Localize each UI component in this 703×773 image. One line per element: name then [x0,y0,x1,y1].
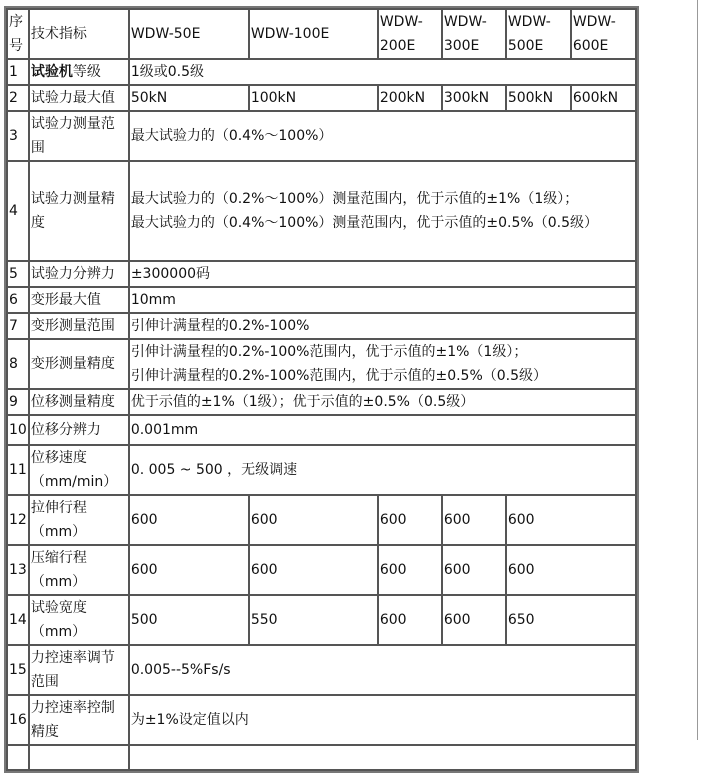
row-value: 1级或0.5级 [129,59,636,85]
row-value: 0.005--5%Fs/s [129,645,636,695]
row-value: 200kN [378,85,442,111]
row-value: 10mm [129,287,636,313]
row-value: 650 [506,595,636,645]
row-value: 500kN [506,85,571,111]
row-number: 15 [7,645,29,695]
row-number: 14 [7,595,29,645]
table-row [7,415,636,445]
row-number: 9 [7,389,29,415]
row-number: 13 [7,545,29,595]
row-value: 550 [249,595,378,645]
row-number: 10 [7,415,29,445]
table-row [7,595,636,645]
header-row [7,9,636,59]
header-cell: 技术指标 [29,9,129,59]
row-label: 力控速率调节范围 [29,645,129,695]
row-value: 500 [129,595,249,645]
row-label: 变形最大值 [29,287,129,313]
row-number: 3 [7,111,29,161]
table-row [7,495,636,545]
row-number: 8 [7,339,29,389]
table-row [7,59,636,85]
row-label: 力控速率控制精度 [29,695,129,745]
row-label [29,745,129,770]
table-row [7,313,636,339]
row-value: 600 [506,495,636,545]
row-label: 位移速度（mm/min） [29,445,129,495]
table-row [7,695,636,745]
row-label: 拉伸行程（mm） [29,495,129,545]
row-value: 0. 005 ~ 500 ，无级调速 [129,445,636,495]
page-border [697,0,698,740]
row-number: 1 [7,59,29,85]
row-number: 12 [7,495,29,545]
table-row [7,111,636,161]
row-value: 600 [378,595,442,645]
row-value: 引伸计满量程的0.2%-100% [129,313,636,339]
row-value [129,339,636,389]
table-row [7,545,636,595]
row-value: 600 [442,595,506,645]
row-label-text: 等级 [72,64,101,80]
row-number: 7 [7,313,29,339]
row-number: 4 [7,161,29,261]
row-number: 2 [7,85,29,111]
row-label: 试验宽度（mm） [29,595,129,645]
row-label: 变形测量精度 [29,339,129,389]
table-row [7,287,636,313]
row-number: 6 [7,287,29,313]
table-row [7,645,636,695]
row-label: 试验力测量精度 [29,161,129,261]
row-label: 试验力最大值 [29,85,129,111]
row-value: 50kN [129,85,249,111]
row-value: 0.001mm [129,415,636,445]
row-label: 位移分辨力 [29,415,129,445]
row-label [29,59,129,85]
header-cell: WDW-100E [249,9,378,59]
header-cell: WDW-50E [129,9,249,59]
row-value: 600 [129,545,249,595]
row-value: 600 [129,495,249,545]
row-value: 100kN [249,85,378,111]
row-label-bold: 试验机 [30,64,73,80]
row-value: ±300000码 [129,261,636,287]
header-cell: 序号 [7,9,29,59]
row-label: 试验力测量范围 [29,111,129,161]
row-value-line: 引伸计满量程的0.2%-100%范围内，优于示值的±0.5%（0.5级） [130,368,548,384]
row-value: 300kN [442,85,506,111]
row-value: 优于示值的±1%（1级）；优于示值的±0.5%（0.5级） [129,389,636,415]
row-value: 600 [442,545,506,595]
header-cell: WDW-500E [506,9,571,59]
table-row [7,745,636,770]
row-value: 最大试验力的（0.4%～100%） [129,111,636,161]
row-value [129,161,636,261]
row-value: 600 [506,545,636,595]
table-row [7,85,636,111]
row-number: 16 [7,695,29,745]
row-value [129,745,636,770]
header-cell: WDW-300E [442,9,506,59]
table-row [7,389,636,415]
row-value: 600kN [571,85,636,111]
row-value-line: 最大试验力的（0.2%～100%）测量范围内，优于示值的±1%（1级）； [130,191,579,207]
row-value: 为±1%设定值以内 [129,695,636,745]
row-label: 变形测量范围 [29,313,129,339]
row-value-line: 引伸计满量程的0.2%-100%范围内，优于示值的±1%（1级）； [130,344,528,360]
table-row [7,445,636,495]
spec-table-wrapper [4,6,639,773]
row-value: 600 [378,495,442,545]
table-row [7,339,636,389]
header-cell: WDW-600E [571,9,636,59]
row-number [7,745,29,770]
row-value: 600 [378,545,442,595]
row-label: 压缩行程（mm） [29,545,129,595]
row-value: 600 [249,545,378,595]
row-value: 600 [442,495,506,545]
row-label: 位移测量精度 [29,389,129,415]
row-number: 5 [7,261,29,287]
table-row [7,161,636,261]
spec-table [6,8,637,771]
table-row [7,261,636,287]
header-cell: WDW-200E [378,9,442,59]
row-value-line: 最大试验力的（0.4%～100%）测量范围内，优于示值的±0.5%（0.5级） [130,215,598,231]
row-label: 试验力分辨力 [29,261,129,287]
row-number: 11 [7,445,29,495]
row-value: 600 [249,495,378,545]
